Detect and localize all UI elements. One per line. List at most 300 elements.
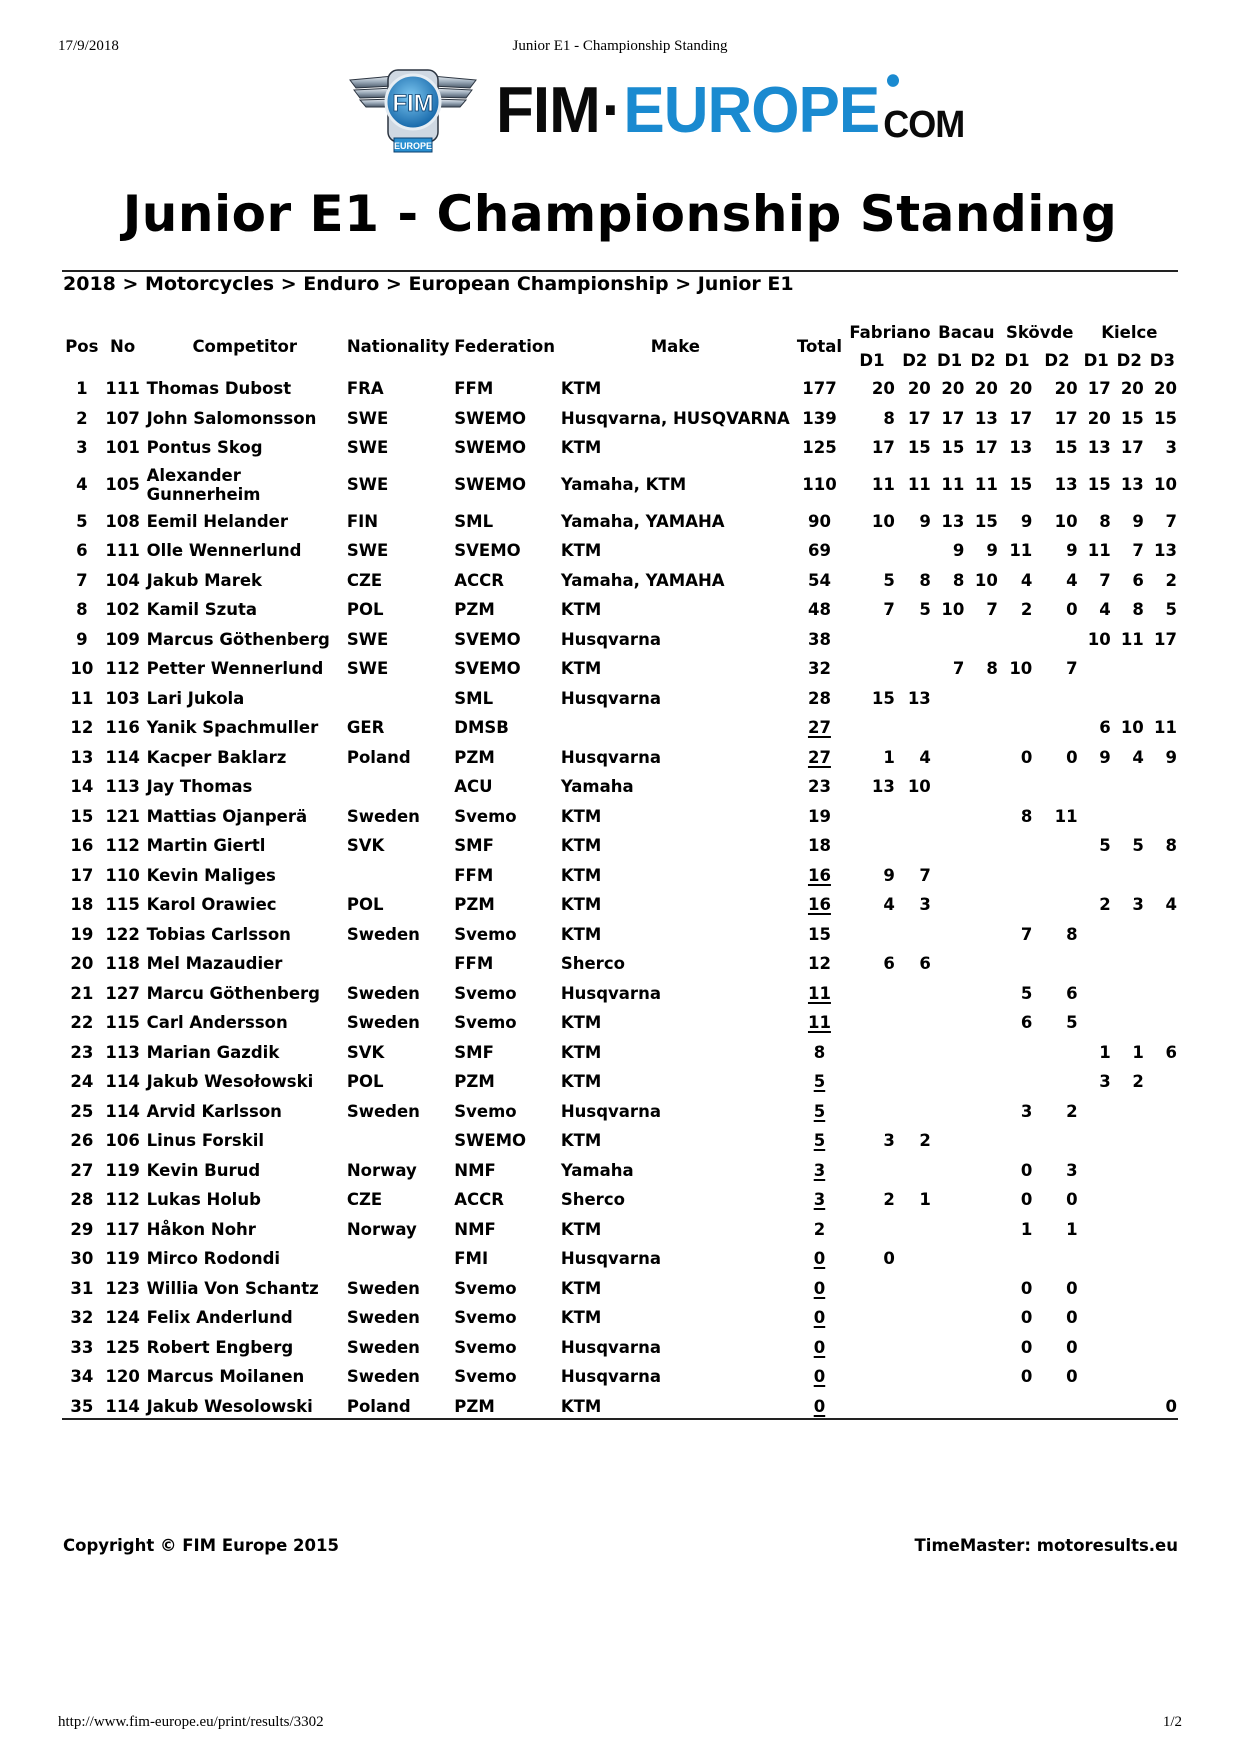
cell-score	[847, 1362, 897, 1392]
cell-score: 0	[1066, 1190, 1078, 1210]
cell-competitor: Jay Thomas	[146, 777, 253, 797]
cell-score	[897, 1333, 933, 1363]
cell-nationality: FIN	[346, 511, 379, 531]
cell-total	[792, 1126, 847, 1156]
cell-competitor: Yanik Spachmuller	[146, 718, 319, 738]
cell-score: 17	[941, 408, 965, 428]
cell-nationality: CZE	[346, 570, 383, 590]
cell-total	[792, 890, 847, 920]
cell-make: KTM	[560, 924, 602, 944]
table-row	[63, 1156, 1179, 1186]
cell-score	[1146, 802, 1179, 832]
cell-score	[933, 831, 967, 861]
cell-federation: Svemo	[454, 1337, 517, 1357]
cell-score	[1146, 1156, 1179, 1186]
cell-score: 13	[907, 688, 931, 708]
cell-competitor: Jakub Wesołowski	[146, 1072, 314, 1092]
competitor-name-line: Gunnerheim	[146, 484, 261, 504]
cell-make: KTM	[560, 600, 602, 620]
cell-score: 2	[883, 1190, 895, 1210]
cell-score: 17	[907, 408, 931, 428]
cell-federation: Svemo	[454, 1308, 517, 1328]
cell-score: 2	[919, 1131, 931, 1151]
cell-score: 9	[986, 541, 998, 561]
total-tie-value: 0	[813, 1337, 826, 1357]
cell-total	[792, 1097, 847, 1127]
cell-score	[933, 890, 967, 920]
cell-score: 7	[1020, 924, 1033, 944]
cell-score: 7	[1066, 659, 1078, 679]
cell-score	[966, 1362, 1000, 1392]
cell-total	[792, 684, 847, 714]
cell-nationality: Sweden	[346, 1337, 420, 1357]
cell-score	[966, 920, 1000, 950]
cell-score	[1000, 713, 1034, 743]
cell-score: 20	[1154, 379, 1177, 399]
table-row	[63, 654, 1179, 684]
cell-score	[1146, 1097, 1179, 1127]
cell-score	[933, 1274, 967, 1304]
total-value: 38	[807, 629, 831, 649]
cell-no: 114	[105, 747, 140, 767]
cell-score: 15	[1120, 408, 1144, 428]
cell-score	[847, 1038, 897, 1068]
cell-nationality: SWE	[346, 408, 389, 428]
cell-score: 8	[952, 570, 965, 590]
cell-federation: FFM	[454, 954, 494, 974]
cell-no: 113	[105, 1042, 140, 1062]
cell-nationality	[345, 949, 452, 979]
cell-score: 13	[871, 777, 895, 797]
cell-score	[1000, 949, 1034, 979]
cell-score: 20	[974, 379, 998, 399]
header-pos: Pos	[65, 336, 99, 356]
cell-make: Husqvarna	[560, 1337, 661, 1357]
cell-score	[1000, 1067, 1034, 1097]
cell-total	[792, 1008, 847, 1038]
cell-score: 2	[1132, 1072, 1144, 1092]
cell-score	[1000, 1244, 1034, 1274]
cell-score	[933, 1067, 967, 1097]
table-row	[63, 802, 1179, 832]
total-tie-value: 11	[807, 983, 831, 1003]
total-value: 8	[813, 1042, 826, 1062]
total-value: 90	[807, 511, 831, 531]
cell-score	[1113, 1008, 1146, 1038]
cell-score: 9	[1066, 541, 1078, 561]
fim-europe-logo[interactable]	[348, 68, 964, 154]
cell-pos: 7	[76, 570, 88, 590]
cell-federation: DMSB	[454, 718, 509, 738]
cell-score	[1113, 979, 1146, 1009]
cell-score	[1113, 1156, 1146, 1186]
cell-score: 10	[1087, 629, 1111, 649]
cell-score	[1113, 1097, 1146, 1127]
table-row	[63, 861, 1179, 891]
cell-no: 102	[105, 600, 140, 620]
cell-competitor: Felix Anderlund	[146, 1308, 293, 1328]
cell-competitor: John Salomonsson	[146, 408, 317, 428]
cell-no: 106	[105, 1131, 140, 1151]
cell-score: 4	[1020, 570, 1033, 590]
cell-pos: 29	[70, 1219, 94, 1239]
table-row	[63, 1215, 1179, 1245]
cell-total	[792, 374, 847, 404]
cell-score: 15	[1054, 438, 1078, 458]
cell-score: 0	[1165, 1396, 1177, 1416]
cell-score	[897, 654, 933, 684]
table-row	[63, 684, 1179, 714]
cell-score: 10	[1120, 718, 1144, 738]
cell-competitor: Linus Forskil	[146, 1131, 265, 1151]
cell-score: 0	[1020, 747, 1033, 767]
cell-score: 5	[1099, 836, 1111, 856]
cell-competitor: Mel Mazaudier	[146, 954, 283, 974]
cell-score	[933, 772, 967, 802]
cell-score	[1000, 625, 1034, 655]
cell-score: 20	[1087, 408, 1111, 428]
cell-score: 1	[1066, 1219, 1078, 1239]
cell-score	[1080, 1362, 1113, 1392]
cell-score	[1080, 949, 1113, 979]
table-row	[63, 772, 1179, 802]
cell-score	[1034, 1038, 1079, 1068]
cell-federation: Svemo	[454, 1101, 517, 1121]
cell-score	[1146, 920, 1179, 950]
total-value: 15	[807, 924, 831, 944]
cell-score	[897, 920, 933, 950]
cell-score	[933, 1126, 967, 1156]
cell-score	[933, 1215, 967, 1245]
cell-score: 11	[1120, 629, 1144, 649]
header-day: D1	[936, 350, 963, 370]
cell-score: 0	[1066, 1308, 1078, 1328]
cell-score	[1113, 802, 1146, 832]
cell-total	[792, 404, 847, 434]
cell-competitor: Carl Andersson	[146, 1013, 288, 1033]
cell-score: 11	[1009, 541, 1033, 561]
cell-no: 122	[105, 924, 140, 944]
cell-score	[1146, 949, 1179, 979]
header-federation: Federation	[454, 336, 555, 356]
timemaster-link[interactable]: TimeMaster: motoresults.eu	[914, 1536, 1178, 1555]
cell-score: 13	[1120, 475, 1144, 494]
cell-make: KTM	[560, 379, 602, 399]
cell-pos: 18	[70, 895, 94, 915]
cell-score: 6	[1099, 718, 1111, 738]
cell-competitor: Mattias Ojanperä	[146, 806, 308, 826]
cell-nationality: POL	[346, 1072, 384, 1092]
cell-make: Husqvarna	[560, 1367, 661, 1387]
cell-score: 3	[1020, 1101, 1033, 1121]
cell-score	[1080, 979, 1113, 1009]
header-venue-kielce: Kielce	[1101, 322, 1158, 342]
cell-score	[897, 1392, 933, 1422]
total-tie-value: 5	[813, 1072, 826, 1092]
cell-nationality: Norway	[346, 1160, 417, 1180]
cell-score: 20	[1120, 379, 1144, 399]
cell-score	[933, 625, 967, 655]
cell-score	[1000, 1038, 1034, 1068]
cell-score	[1080, 654, 1113, 684]
table-row	[63, 1097, 1179, 1127]
cell-score: 6	[1165, 1042, 1177, 1062]
cell-score	[1080, 802, 1113, 832]
cell-score	[897, 1156, 933, 1186]
cell-score: 10	[974, 570, 998, 590]
total-tie-value: 0	[813, 1308, 826, 1328]
cell-federation: PZM	[454, 747, 495, 767]
cell-score: 4	[1066, 570, 1078, 590]
cell-pos: 34	[70, 1367, 94, 1387]
cell-score	[933, 1303, 967, 1333]
cell-score: 1	[883, 747, 895, 767]
cell-pos: 13	[70, 747, 94, 767]
cell-pos: 3	[76, 438, 88, 458]
cell-score: 13	[1087, 438, 1111, 458]
cell-competitor: Marcu Göthenberg	[146, 983, 320, 1003]
cell-score	[847, 536, 897, 566]
cell-total	[792, 1067, 847, 1097]
cell-score: 15	[941, 438, 965, 458]
cell-competitor: Willia Von Schantz	[146, 1278, 319, 1298]
cell-score: 10	[1054, 511, 1078, 531]
cell-score: 5	[1132, 836, 1144, 856]
table-row	[63, 890, 1179, 920]
cell-make: Yamaha, YAMAHA	[560, 511, 725, 531]
total-value: 28	[807, 688, 831, 708]
cell-score: 0	[1066, 1337, 1078, 1357]
cell-score	[1113, 1185, 1146, 1215]
cell-score	[847, 713, 897, 743]
cell-score	[847, 1392, 897, 1422]
cell-score: 8	[1020, 806, 1033, 826]
cell-score	[966, 1333, 1000, 1363]
cell-total	[792, 1333, 847, 1363]
cell-score: 5	[1020, 983, 1033, 1003]
cell-score	[1080, 861, 1113, 891]
cell-score	[897, 713, 933, 743]
cell-pos: 11	[70, 688, 94, 708]
cell-score	[897, 625, 933, 655]
cell-make: KTM	[560, 438, 602, 458]
cell-score: 13	[1009, 438, 1033, 458]
cell-competitor: Kamil Szuta	[146, 600, 258, 620]
cell-score	[897, 1362, 933, 1392]
cell-score	[933, 684, 967, 714]
cell-no: 125	[105, 1337, 140, 1357]
total-value: 18	[807, 836, 831, 856]
cell-nationality: SWE	[346, 438, 389, 458]
cell-score	[1000, 1392, 1034, 1422]
total-value: 139	[802, 408, 837, 428]
table-row	[63, 1126, 1179, 1156]
fim-europe-wordmark	[496, 74, 965, 147]
cell-score: 3	[1099, 1072, 1111, 1092]
cell-score: 0	[1020, 1308, 1033, 1328]
cell-score: 4	[919, 747, 931, 767]
header-day: D2	[1116, 350, 1142, 370]
cell-score: 8	[1066, 924, 1078, 944]
cell-federation: Svemo	[454, 806, 517, 826]
cell-score: 17	[974, 438, 998, 458]
cell-make: KTM	[560, 836, 602, 856]
wordmark-com: COM	[883, 102, 965, 146]
cell-score: 7	[1099, 570, 1111, 590]
total-value: 48	[807, 600, 831, 620]
table-row	[63, 1038, 1179, 1068]
cell-score	[1113, 1392, 1146, 1422]
cell-total	[792, 743, 847, 773]
cell-score: 4	[1132, 747, 1144, 767]
cell-competitor: Robert Engberg	[146, 1337, 294, 1357]
cell-score: 11	[1154, 718, 1177, 738]
cell-score	[847, 1067, 897, 1097]
cell-no: 124	[105, 1308, 140, 1328]
cell-make: KTM	[560, 1131, 602, 1151]
cell-make: KTM	[560, 1278, 602, 1298]
print-url: http://www.fim-europe.eu/print/results/3302	[58, 1714, 324, 1730]
cell-score: 6	[883, 954, 895, 974]
cell-pos: 15	[70, 806, 94, 826]
page-number: 1/2	[1162, 1714, 1182, 1730]
cell-score: 13	[1054, 475, 1078, 494]
cell-federation: Svemo	[454, 1367, 517, 1387]
table-row	[63, 1185, 1179, 1215]
cell-pos: 14	[70, 777, 94, 797]
cell-total	[792, 949, 847, 979]
cell-score	[1113, 920, 1146, 950]
cell-make: KTM	[560, 1013, 602, 1033]
cell-total	[792, 654, 847, 684]
table-row	[63, 1362, 1179, 1392]
table-row	[63, 404, 1179, 434]
cell-score: 3	[919, 895, 931, 915]
cell-nationality	[345, 1126, 452, 1156]
cell-federation: SMF	[454, 836, 494, 856]
cell-score	[966, 1156, 1000, 1186]
cell-score: 17	[1154, 629, 1177, 649]
cell-score	[1034, 861, 1079, 891]
cell-score: 11	[974, 475, 998, 494]
header-day: D2	[902, 350, 928, 370]
standings-body	[63, 374, 1179, 1421]
cell-federation: SWEMO	[454, 438, 527, 458]
total-value: 110	[802, 475, 837, 494]
cell-score	[933, 1333, 967, 1363]
cell-score: 13	[941, 511, 965, 531]
cell-score	[933, 1097, 967, 1127]
cell-no: 117	[105, 1219, 140, 1239]
cell-total	[792, 433, 847, 463]
table-row	[63, 433, 1179, 463]
cell-score: 2	[1020, 600, 1033, 620]
total-value: 69	[807, 541, 831, 561]
cell-competitor: Petter Wennerlund	[146, 659, 324, 679]
cell-competitor: Marcus Göthenberg	[146, 629, 330, 649]
cell-score	[1034, 1067, 1079, 1097]
cell-nationality: Poland	[346, 1396, 411, 1416]
cell-pos: 27	[70, 1160, 94, 1180]
cell-pos: 16	[70, 836, 94, 856]
cell-competitor: Eemil Helander	[146, 511, 288, 531]
cell-score: 6	[1132, 570, 1144, 590]
cell-score	[1146, 1185, 1179, 1215]
cell-score: 17	[1120, 438, 1144, 458]
cell-make: Yamaha, YAMAHA	[560, 570, 725, 590]
cell-nationality	[345, 772, 452, 802]
copyright-text: Copyright © FIM Europe 2015	[63, 1536, 339, 1555]
cell-score: 11	[1087, 541, 1111, 561]
cell-make: Husqvarna	[560, 688, 661, 708]
total-tie-value: 5	[813, 1101, 826, 1121]
cell-total	[792, 463, 847, 507]
cell-score	[1146, 1244, 1179, 1274]
total-tie-value: 3	[813, 1160, 826, 1180]
cell-score	[897, 1215, 933, 1245]
table-row	[63, 374, 1179, 404]
cell-score	[847, 831, 897, 861]
cell-score	[897, 1097, 933, 1127]
cell-nationality: Sweden	[346, 1278, 420, 1298]
cell-total	[792, 507, 847, 537]
cell-score: 9	[952, 541, 965, 561]
cell-score	[847, 1008, 897, 1038]
cell-score: 6	[1020, 1013, 1033, 1033]
cell-score	[847, 802, 897, 832]
cell-score	[897, 831, 933, 861]
cell-total	[792, 861, 847, 891]
cell-score: 0	[1020, 1367, 1033, 1387]
cell-score	[1080, 1333, 1113, 1363]
table-row	[63, 949, 1179, 979]
cell-competitor: Kevin Burud	[146, 1160, 261, 1180]
cell-nationality: SWE	[346, 629, 389, 649]
cell-pos: 31	[70, 1278, 94, 1298]
cell-score	[966, 684, 1000, 714]
cell-score: 9	[1020, 511, 1033, 531]
total-tie-value: 5	[813, 1131, 826, 1151]
cell-nationality	[345, 1244, 452, 1274]
svg-text:FIM: FIM	[392, 90, 434, 117]
cell-score	[966, 1215, 1000, 1245]
cell-score	[1146, 772, 1179, 802]
cell-federation: PZM	[454, 895, 495, 915]
header-day: D2	[970, 350, 996, 370]
cell-competitor: Tobias Carlsson	[146, 924, 291, 944]
cell-score	[933, 1008, 967, 1038]
cell-score: 0	[1020, 1278, 1033, 1298]
cell-make: Sherco	[560, 1190, 625, 1210]
cell-score	[966, 1185, 1000, 1215]
cell-make	[559, 713, 792, 743]
cell-score	[966, 1244, 1000, 1274]
cell-competitor: Marian Gazdik	[146, 1042, 280, 1062]
cell-score	[933, 1038, 967, 1068]
cell-score	[966, 890, 1000, 920]
cell-total	[792, 1185, 847, 1215]
cell-score	[966, 1126, 1000, 1156]
wordmark-fim: FIM	[496, 74, 600, 147]
cell-total	[792, 772, 847, 802]
cell-score	[897, 1274, 933, 1304]
cell-nationality: SVK	[346, 1042, 385, 1062]
total-tie-value: 27	[807, 747, 831, 767]
cell-make: Husqvarna, HUSQVARNA	[560, 408, 790, 428]
cell-no: 111	[105, 541, 140, 561]
cell-score: 8	[986, 659, 998, 679]
cell-score	[933, 979, 967, 1009]
